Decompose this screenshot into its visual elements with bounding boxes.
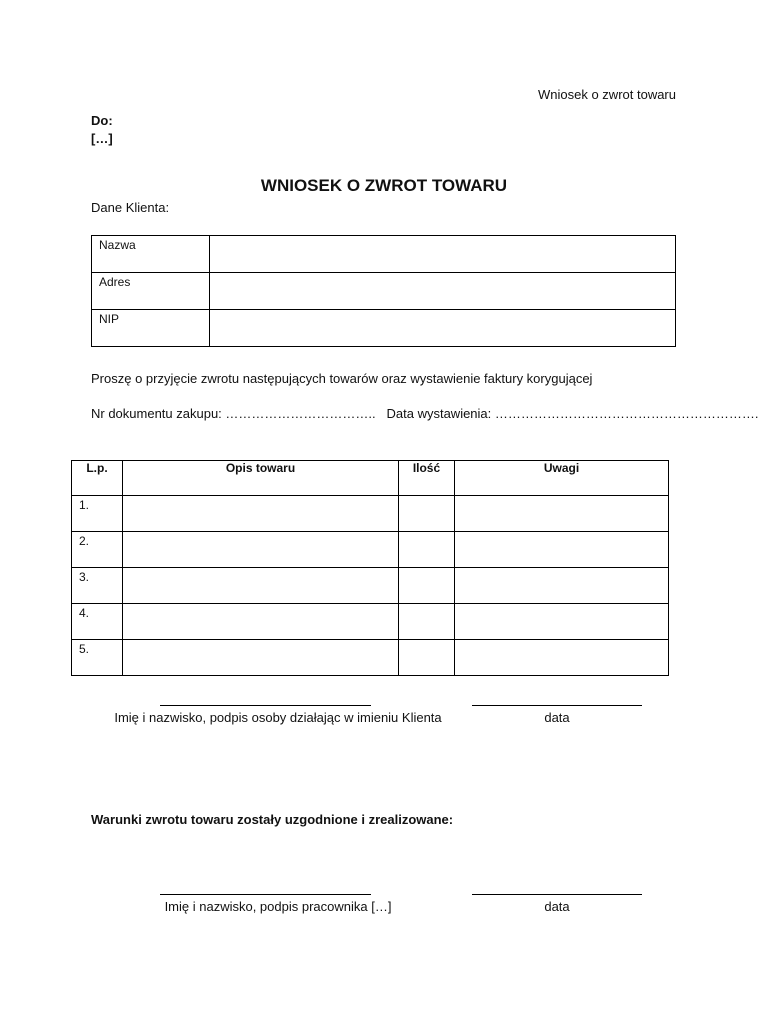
col-header-quantity: Ilość: [399, 461, 455, 496]
table-row: [72, 532, 669, 568]
table-row: [72, 568, 669, 604]
client-signature-caption: Imię i nazwisko, podpis osoby działając w imieniu Klienta: [114, 710, 442, 725]
employee-date-line[interactable]: [472, 894, 642, 895]
table-row: [72, 496, 669, 532]
description-cell[interactable]: [123, 532, 399, 568]
notes-cell[interactable]: [455, 568, 669, 604]
row-number: 5.: [72, 640, 123, 676]
quantity-cell[interactable]: [399, 496, 455, 532]
client-name-field[interactable]: [210, 236, 676, 273]
description-cell[interactable]: [123, 496, 399, 532]
col-header-notes: Uwagi: [455, 461, 669, 496]
client-date-caption: data: [544, 710, 570, 725]
client-address-label: Adres: [92, 273, 210, 310]
recipient-value: […]: [91, 131, 113, 146]
quantity-cell[interactable]: [399, 568, 455, 604]
client-row-nip: [92, 310, 676, 347]
client-section-label: Dane Klienta:: [91, 200, 170, 215]
description-cell[interactable]: [123, 604, 399, 640]
table-row: [72, 604, 669, 640]
notes-cell[interactable]: [455, 496, 669, 532]
notes-cell[interactable]: [455, 604, 669, 640]
issue-date-field[interactable]: …………………………………………………….: [494, 406, 759, 421]
goods-table: [71, 460, 669, 676]
client-data-table: [91, 235, 676, 347]
client-name-label: Nazwa: [92, 236, 210, 273]
employee-signature-caption: Imię i nazwisko, podpis pracownika […]: [164, 899, 392, 914]
goods-table-header: [72, 461, 669, 496]
client-nip-field[interactable]: [210, 310, 676, 347]
quantity-cell[interactable]: [399, 640, 455, 676]
client-row-name: [92, 236, 676, 273]
row-number: 2.: [72, 532, 123, 568]
row-number: 1.: [72, 496, 123, 532]
document-header-title: Wniosek o zwrot towaru: [538, 87, 676, 102]
purchase-doc-label: Nr dokumentu zakupu:: [91, 406, 222, 421]
request-statement: Proszę o przyjęcie zwrotu następujących towarów oraz wystawienie faktury korygującej: [91, 371, 593, 386]
notes-cell[interactable]: [455, 640, 669, 676]
row-number: 4.: [72, 604, 123, 640]
table-row: [72, 640, 669, 676]
quantity-cell[interactable]: [399, 604, 455, 640]
purchase-doc-field[interactable]: ……………………………..: [225, 406, 376, 421]
client-date-line[interactable]: [472, 705, 642, 706]
client-signature-line[interactable]: [160, 705, 371, 706]
col-header-description: Opis towaru: [123, 461, 399, 496]
col-header-lp: L.p.: [72, 461, 123, 496]
row-number: 3.: [72, 568, 123, 604]
issue-date-label: Data wystawienia:: [386, 406, 492, 421]
description-cell[interactable]: [123, 640, 399, 676]
employee-date-caption: data: [544, 899, 570, 914]
recipient-label: Do:: [91, 113, 113, 128]
client-address-field[interactable]: [210, 273, 676, 310]
return-conditions-statement: Warunki zwrotu towaru zostały uzgodnione i zrealizowane:: [91, 812, 454, 827]
quantity-cell[interactable]: [399, 532, 455, 568]
employee-signature-line[interactable]: [160, 894, 371, 895]
description-cell[interactable]: [123, 568, 399, 604]
client-nip-label: NIP: [92, 310, 210, 347]
page-title: WNIOSEK O ZWROT TOWARU: [260, 176, 508, 195]
client-row-address: [92, 273, 676, 310]
purchase-document-line: [91, 406, 759, 421]
notes-cell[interactable]: [455, 532, 669, 568]
